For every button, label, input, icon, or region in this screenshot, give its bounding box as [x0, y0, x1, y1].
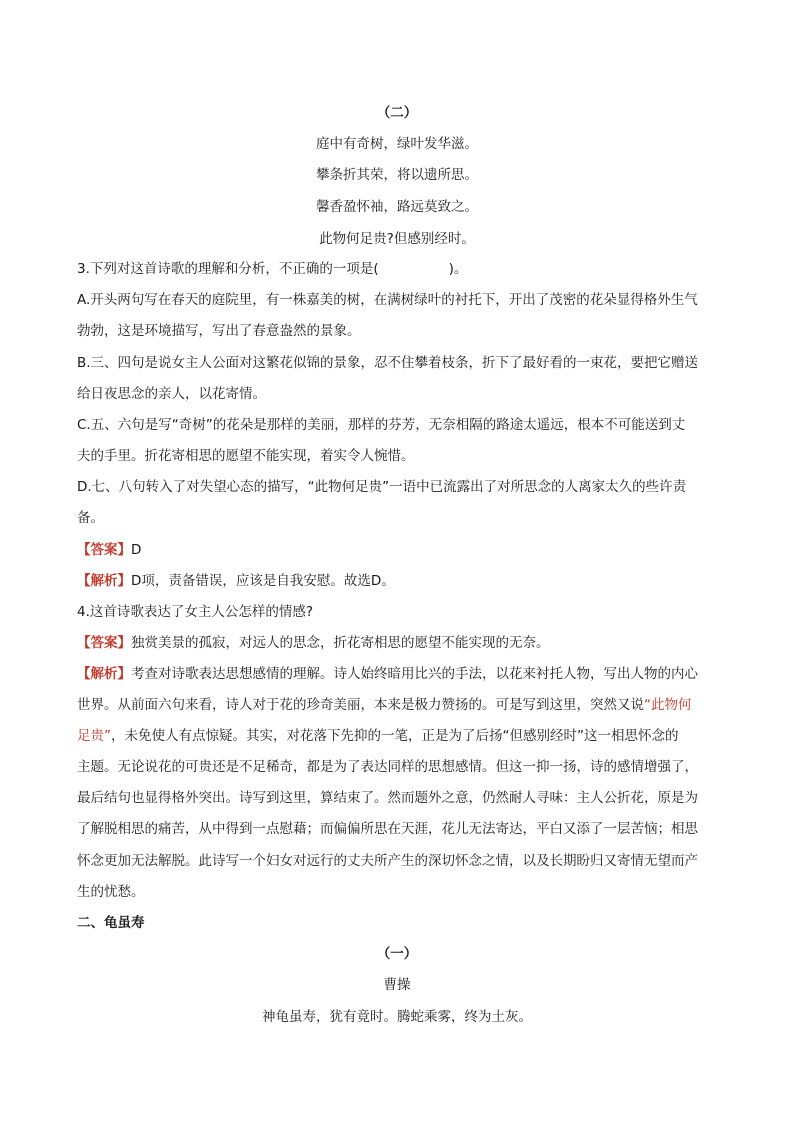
- analysis-text: 考查对诗歌表达思想感情的理解。诗人始终暗用比兴的手法，以花来衬托人物，写出人物的内心: [131, 666, 698, 682]
- poem-line: 神龟虽寿，犹有竟时。腾蛇乘雾，终为土灰。: [262, 1009, 532, 1025]
- q3-stem-end: )。: [448, 261, 468, 277]
- q4-analysis: [77, 665, 698, 683]
- poem-heading: （一）: [376, 946, 418, 962]
- poem2-line: 庭中有奇树，绿叶发华滋。: [316, 136, 478, 152]
- q3-stem-text: 3.下列对这首诗歌的理解和分析，不正确的一项是(: [77, 261, 379, 277]
- answer-text: D: [131, 542, 142, 558]
- poem2-line: 此物何足贵?但感别经时。: [319, 231, 475, 247]
- poem2-line: 攀条折其荣，将以遗所思。: [316, 167, 478, 183]
- option-line: B.三、四句是说女主人公面对这繁花似锦的景象，忍不住攀着枝条，折下了最好看的一束花，要把它赠送: [77, 355, 699, 371]
- poem2-line: 馨香盈怀袖，路远莫致之。: [316, 199, 478, 215]
- option-line: D.七、八句转入了对失望心态的描写，“此物何足贵”一语中已流露出了对所思念的人离家太久的些许责: [77, 479, 687, 495]
- option-line: A.开头两句写在春天的庭院里，有一株嘉美的树，在满树绿叶的衬托下，开出了茂密的花朵显得格外生气: [77, 292, 698, 308]
- option-line: 给日夜思念的亲人，以花寄情。: [77, 386, 266, 402]
- highlight-quote: “此物何: [644, 697, 692, 713]
- analysis-text: 世界。从前面六句来看，诗人对于花的珍奇美丽，本来是极力赞扬的。可是写到这里，突然又说: [77, 697, 644, 713]
- highlight-quote: 足贵”: [77, 728, 111, 744]
- option-line: C.五、六句是写“奇树”的花朵是那样的美丽，那样的芬芳，无奈相隔的路途太遥远，根本不可能送到丈: [77, 417, 686, 433]
- q3-answer: [77, 541, 141, 559]
- analysis-line: 了解脱相思的痛苦，从中得到一点慰藉；而偏偏所思在天涯，花儿无法寄达，平白又添了一层苦恼；相思: [77, 821, 698, 837]
- analysis-line: 生的忧愁。: [77, 884, 145, 900]
- poem2-heading: （二）: [376, 105, 418, 121]
- answer-tag: 【答案】: [77, 542, 131, 558]
- answer-tag: 【答案】: [77, 635, 131, 651]
- answer-text: 独赏美景的孤寂，对远人的思念，折花寄相思的愿望不能实现的无奈。: [131, 635, 550, 651]
- option-line: 夫的手里。折花寄相思的愿望不能实现，着实令人惋惜。: [77, 448, 415, 464]
- analysis-line: [77, 696, 692, 714]
- option-line: 勃勃，这是环境描写，写出了春意盎然的景象。: [77, 323, 361, 339]
- option-line: 备。: [77, 510, 104, 526]
- poem-author: 曹操: [383, 977, 411, 993]
- analysis-line: 怀念更加无法解脱。此诗写一个妇女对远行的丈夫所产生的深切怀念之情，以及长期盼归又寄情无望而产: [77, 853, 698, 869]
- analysis-text: D项，责备错误，应该是自我安慰。故选D。: [131, 573, 395, 589]
- analysis-tag: 【解析】: [77, 666, 131, 682]
- analysis-line: 主题。无论说花的可贵还是不足稀奇，都是为了表达同样的思想感情。但这一抑一扬，诗的感情增强了，: [77, 759, 698, 775]
- section-title: 二、龟虽寿: [77, 915, 145, 931]
- q4-answer: [77, 634, 550, 652]
- q3-analysis: [77, 572, 395, 590]
- q3-stem: [77, 260, 467, 278]
- analysis-line: 最后结句也显得格外突出。诗写到这里，算结束了。然而题外之意，仍然耐人寻味：主人公折花，原是为: [77, 790, 698, 806]
- analysis-text: ，未免使人有点惊疑。其实，对花落下先抑的一笔，正是为了后扬“但感别经时”这一相思怀念的: [111, 728, 679, 744]
- analysis-line: [77, 727, 679, 745]
- analysis-tag: 【解析】: [77, 573, 131, 589]
- q4-stem: 4.这首诗歌表达了女主人公怎样的情感?: [77, 604, 314, 620]
